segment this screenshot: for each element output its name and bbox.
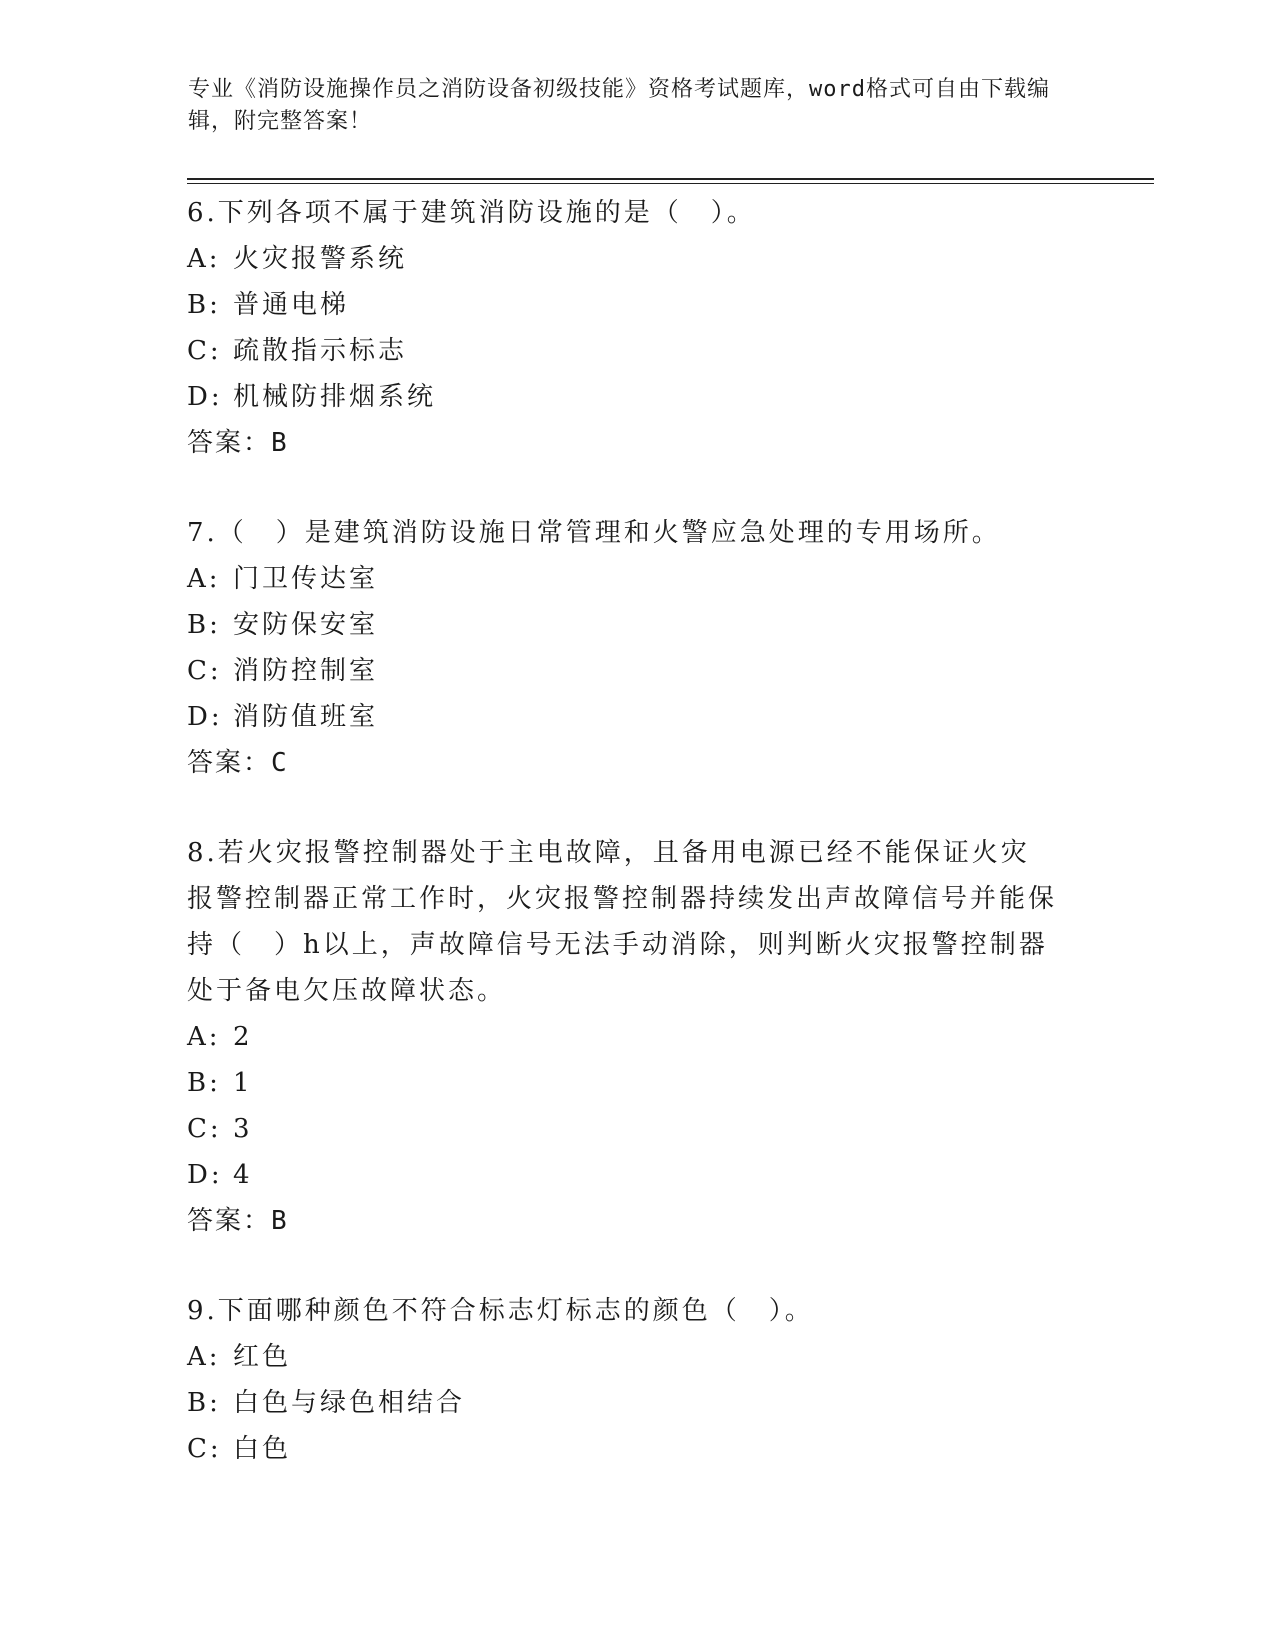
- question-7: [187, 510, 1087, 786]
- option-text: 消防控制室: [233, 656, 379, 686]
- option-text: 机械防排烟系统: [233, 382, 437, 412]
- option-text: 消防值班室: [233, 702, 379, 732]
- option-a: [187, 1014, 1087, 1060]
- option-d: [187, 1152, 1087, 1198]
- option-text: 安防保安室: [233, 610, 379, 640]
- question-stem: 6.下列各项不属于建筑消防设施的是（ ）。: [187, 198, 756, 228]
- option-key: D:: [187, 702, 223, 732]
- option-c: [187, 1106, 1087, 1152]
- option-key: D:: [187, 1160, 223, 1190]
- answer-line: 答案：B: [187, 428, 289, 458]
- option-text: 1: [233, 1068, 253, 1098]
- question-stem: 7.（ ）是建筑消防设施日常管理和火警应急处理的专用场所。: [187, 518, 1001, 548]
- option-c: [187, 1426, 1087, 1472]
- option-key: D:: [187, 382, 223, 412]
- option-text: 白色: [233, 1434, 292, 1464]
- option-text: 红色: [233, 1342, 292, 1372]
- option-text: 门卫传达室: [233, 564, 379, 594]
- option-key: A:: [187, 244, 221, 274]
- option-key: C:: [187, 1434, 222, 1464]
- option-text: 3: [233, 1114, 253, 1144]
- option-c: [187, 648, 1087, 694]
- option-text: 4: [233, 1160, 253, 1190]
- option-d: [187, 694, 1087, 740]
- question-8: [187, 830, 1087, 1244]
- option-key: C:: [187, 656, 222, 686]
- option-text: 火灾报警系统: [233, 244, 408, 274]
- option-key: C:: [187, 336, 222, 366]
- question-stem: 9.下面哪种颜色不符合标志灯标志的颜色（ ）。: [187, 1296, 814, 1326]
- option-key: B:: [187, 1388, 221, 1418]
- document-intro: 专业《消防设施操作员之消防设备初级技能》资格考试题库，word格式可自由下载编辑，附完整答案！: [188, 77, 1050, 134]
- option-key: A:: [187, 1342, 221, 1372]
- option-key: C:: [187, 1114, 222, 1144]
- option-a: [187, 1334, 1087, 1380]
- option-b: [187, 282, 1087, 328]
- option-text: 白色与绿色相结合: [233, 1388, 466, 1418]
- option-text: 疏散指示标志: [233, 336, 408, 366]
- option-b: [187, 1380, 1087, 1426]
- option-b: [187, 602, 1087, 648]
- option-key: B:: [187, 1068, 221, 1098]
- question-9: [187, 1288, 1087, 1472]
- option-text: 2: [233, 1022, 253, 1052]
- option-a: [187, 236, 1087, 282]
- option-key: B:: [187, 610, 221, 640]
- option-a: [187, 556, 1087, 602]
- question-6: [187, 190, 1087, 466]
- option-text: 普通电梯: [233, 290, 350, 320]
- option-key: B:: [187, 290, 221, 320]
- answer-line: 答案：C: [187, 748, 289, 778]
- option-key: A:: [187, 1022, 221, 1052]
- option-c: [187, 328, 1087, 374]
- question-list: [187, 190, 1087, 1516]
- answer-line: 答案：B: [187, 1206, 289, 1236]
- option-b: [187, 1060, 1087, 1106]
- header-divider: [187, 178, 1154, 184]
- option-d: [187, 374, 1087, 420]
- question-stem: 8.若火灾报警控制器处于主电故障，且备用电源已经不能保证火灾报警控制器正常工作时，火灾报警控制器持续发出声故障信号并能保持（ ）h以上，声故障信号无法手动消除，则判断火灾报警控制器处于备电欠压故障状态。: [187, 838, 1058, 1006]
- option-key: A:: [187, 564, 221, 594]
